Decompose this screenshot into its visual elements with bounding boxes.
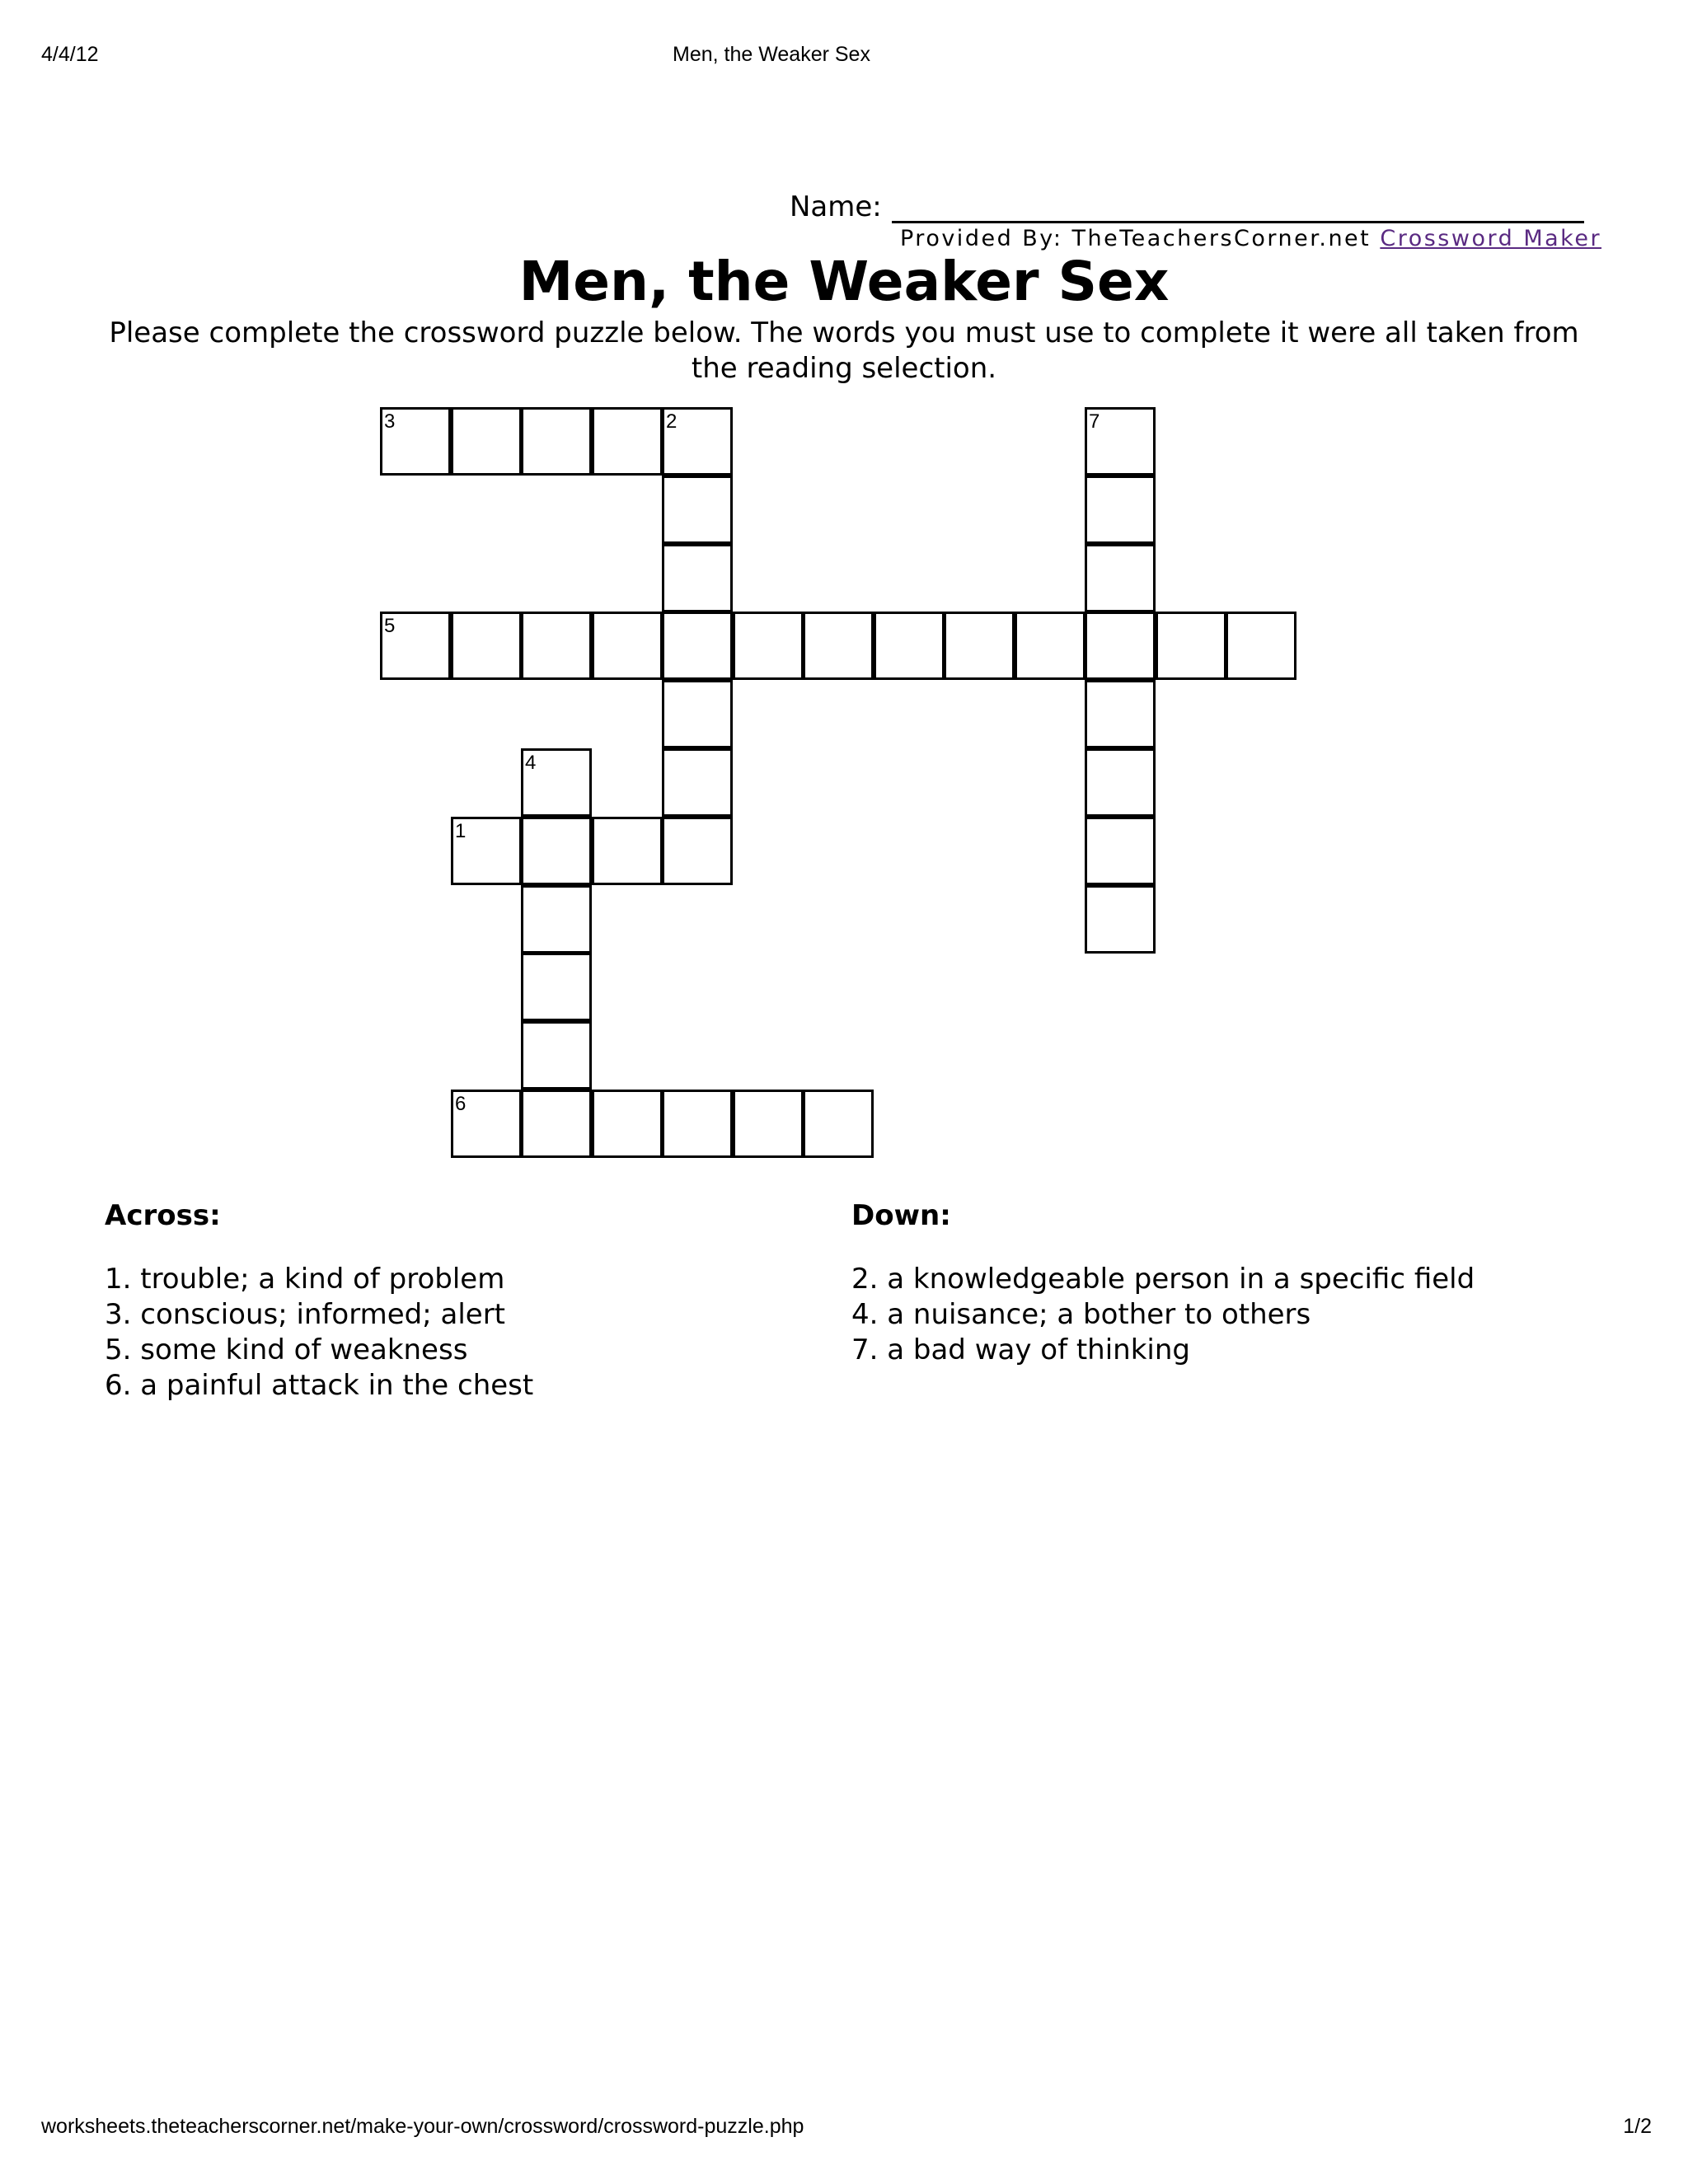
crossword-cell[interactable] — [521, 885, 592, 954]
across-clue: 6. a painful attack in the chest — [105, 1369, 534, 1402]
across-heading: Across: — [105, 1199, 221, 1232]
down-clue: 4. a nuisance; a bother to others — [851, 1298, 1311, 1331]
crossword-cell[interactable] — [803, 612, 874, 680]
clue-number: 3 — [384, 410, 396, 433]
crossword-cell[interactable] — [1085, 817, 1156, 885]
clue-number: 5 — [384, 615, 396, 637]
clue-number: 1 — [455, 820, 467, 842]
provided-by — [900, 226, 1601, 251]
print-page-number: 1/2 — [1623, 2115, 1652, 2138]
crossword-cell[interactable] — [662, 1090, 733, 1158]
provided-by-text: Provided By: TheTeachersCorner.net — [900, 226, 1372, 251]
crossword-cell[interactable] — [662, 612, 733, 680]
instructions: Please complete the crossword puzzle below. The words you must use to complete it were all taken from the reading selection. — [109, 316, 1579, 385]
crossword-cell[interactable] — [521, 748, 592, 817]
crossword-cell[interactable] — [592, 407, 663, 476]
across-clues — [105, 1199, 533, 1404]
clue-number: 6 — [455, 1093, 467, 1115]
crossword-maker-link[interactable]: Crossword Maker — [1380, 226, 1602, 251]
crossword-cell[interactable] — [521, 407, 592, 476]
crossword-cell[interactable] — [1085, 885, 1156, 954]
crossword-cell[interactable] — [451, 1090, 522, 1158]
print-date: 4/4/12 — [41, 43, 99, 66]
print-footer-url: worksheets.theteacherscorner.net/make-your-own/crossword/crossword-puzzle.php — [41, 2115, 804, 2138]
crossword-cell[interactable] — [662, 407, 733, 476]
crossword-cell[interactable] — [521, 953, 592, 1021]
crossword-cell[interactable] — [1085, 680, 1156, 748]
crossword-cell[interactable] — [1085, 407, 1156, 476]
crossword-cell[interactable] — [662, 817, 733, 885]
crossword-cell[interactable] — [733, 1090, 804, 1158]
crossword-cell[interactable] — [380, 407, 451, 476]
clue-number: 4 — [525, 752, 537, 774]
page-title: Men, the Weaker Sex — [518, 250, 1170, 313]
down-clue: 2. a knowledgeable person in a specific field — [851, 1263, 1475, 1296]
crossword-cell[interactable] — [592, 1090, 663, 1158]
crossword-cell[interactable] — [521, 1090, 592, 1158]
crossword-cell[interactable] — [733, 612, 804, 680]
crossword-cell[interactable] — [662, 748, 733, 817]
crossword-cell[interactable] — [451, 407, 522, 476]
crossword-cell[interactable] — [662, 680, 733, 748]
crossword-cell[interactable] — [1085, 612, 1156, 680]
crossword-cell[interactable] — [521, 817, 592, 885]
crossword-cell[interactable] — [1226, 612, 1296, 680]
crossword-cell[interactable] — [662, 544, 733, 612]
down-clue: 7. a bad way of thinking — [851, 1333, 1190, 1366]
print-header-title: Men, the Weaker Sex — [673, 43, 870, 66]
clue-number: 2 — [666, 410, 678, 433]
crossword-cell[interactable] — [521, 612, 592, 680]
crossword-cell[interactable] — [944, 612, 1015, 680]
crossword-cell[interactable] — [1085, 476, 1156, 544]
crossword-cell[interactable] — [592, 612, 663, 680]
crossword-cell[interactable] — [451, 612, 522, 680]
crossword-cell[interactable] — [1156, 612, 1226, 680]
crossword-cell[interactable] — [662, 476, 733, 544]
name-label: Name: — [790, 190, 882, 223]
crossword-cell[interactable] — [380, 612, 451, 680]
across-clue: 3. conscious; informed; alert — [105, 1298, 506, 1331]
name-field-line[interactable] — [892, 188, 1584, 223]
crossword-cell[interactable] — [874, 612, 945, 680]
crossword-cell[interactable] — [592, 817, 663, 885]
crossword-cell[interactable] — [1085, 544, 1156, 612]
across-clue: 1. trouble; a kind of problem — [105, 1263, 505, 1296]
crossword-cell[interactable] — [1015, 612, 1085, 680]
crossword-cell[interactable] — [803, 1090, 874, 1158]
crossword-cell[interactable] — [1085, 748, 1156, 817]
crossword-cell[interactable] — [521, 1021, 592, 1090]
across-clue: 5. some kind of weakness — [105, 1333, 468, 1366]
crossword-cell[interactable] — [451, 817, 522, 885]
down-clues — [851, 1199, 1475, 1368]
name-row — [790, 188, 1584, 223]
down-heading: Down: — [851, 1199, 951, 1232]
clue-number: 7 — [1089, 410, 1100, 433]
